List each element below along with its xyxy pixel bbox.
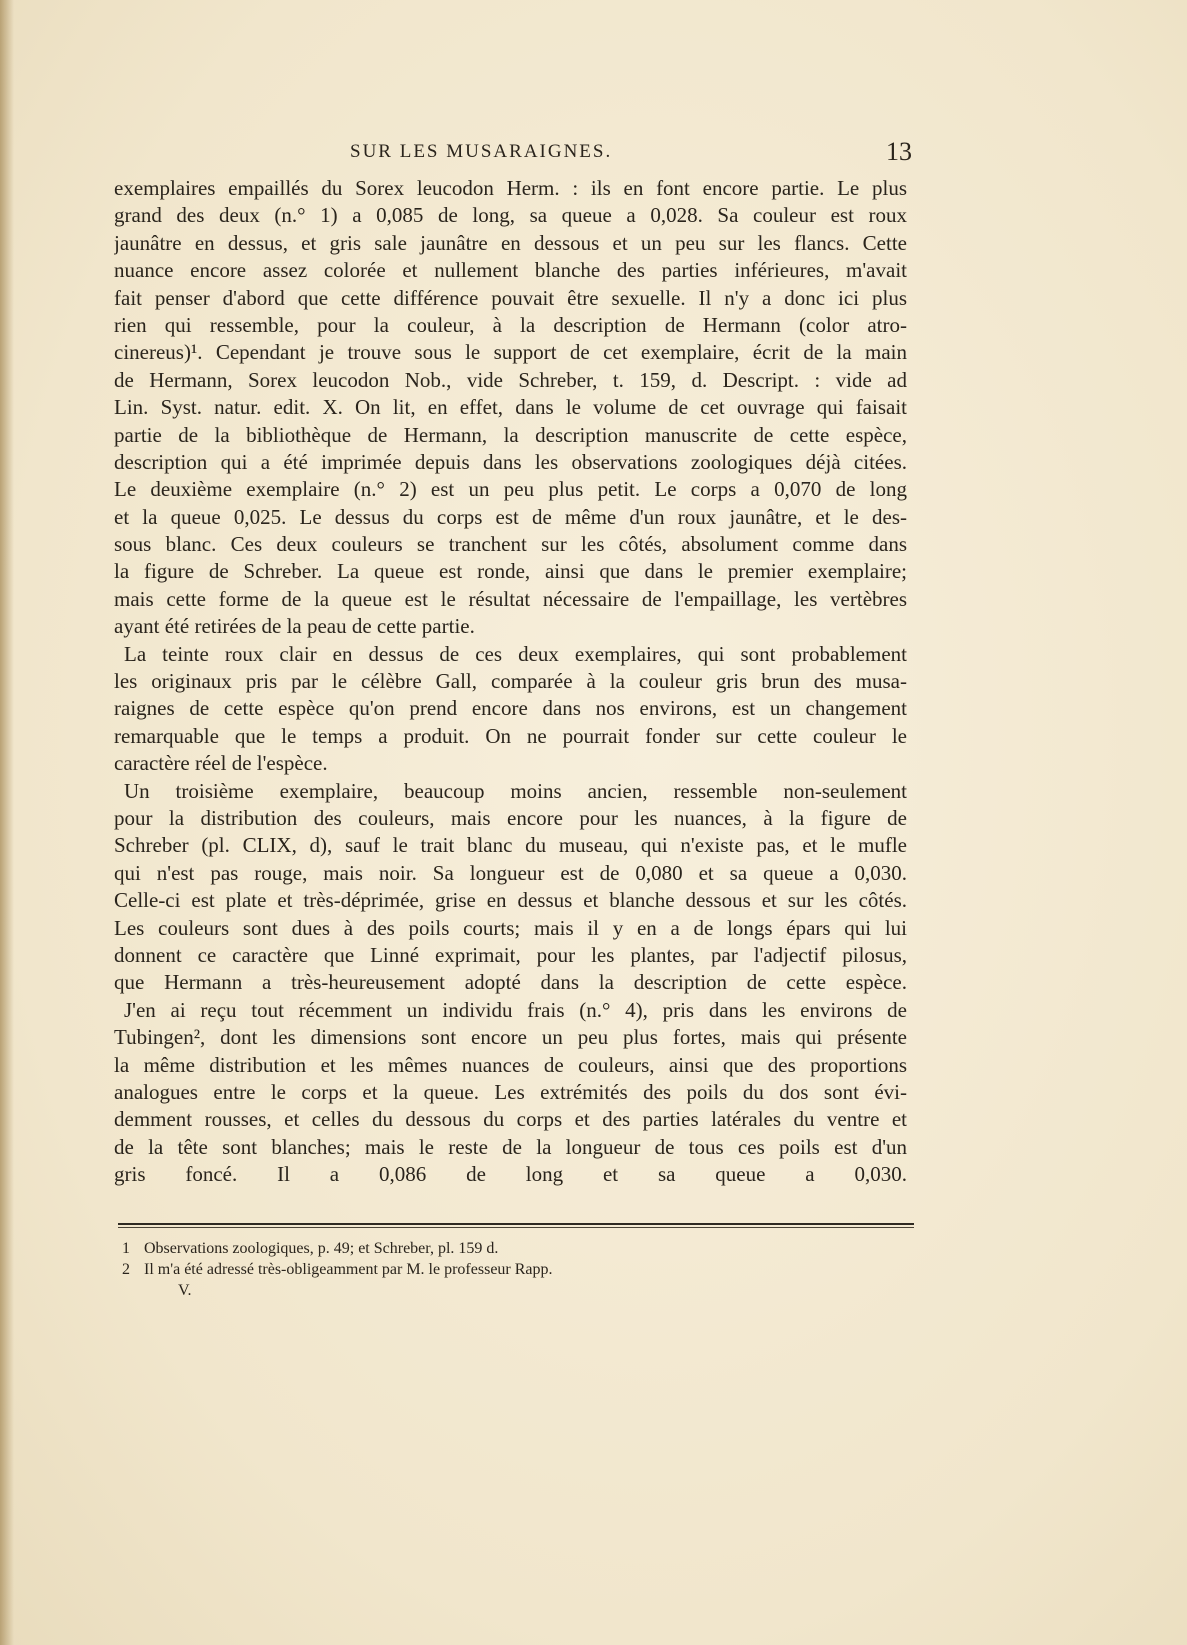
text-line: jaunâtre en dessus, et gris sale jaunâtre en dessous et un peu sur les flancs. Cette xyxy=(114,230,907,255)
text-line: pour la distribution des couleurs, mais encore pour les nuances, à la figure de xyxy=(114,805,907,830)
text-line: caractère réel de l'espèce. xyxy=(114,751,328,776)
text-line: sous blanc. Ces deux couleurs se tranchent sur les côtés, absolument comme dans xyxy=(114,532,907,557)
text-line: et la queue 0,025. Le dessus du corps est de même d'un roux jaunâtre, et le des- xyxy=(114,504,907,529)
text-line: gris foncé. Il a 0,086 de long et sa queue a 0,030. xyxy=(114,1162,907,1187)
text-line: remarquable que le temps a produit. On ne pourrait fonder sur cette couleur le xyxy=(114,723,907,748)
text-line: analogues entre le corps et la queue. Les extrémités des poils du dos sont évi- xyxy=(114,1079,907,1104)
footnote-rule xyxy=(118,1223,914,1225)
footnote-text: Observations zoologiques, p. 49; et Schreber, pl. 159 d. xyxy=(144,1240,499,1257)
page-edge-shadow xyxy=(0,0,14,1645)
text-line: Lin. Syst. natur. edit. X. On lit, en effet, dans le volume de cet ouvrage qui faisait xyxy=(114,395,907,420)
text-line: donnent ce caractère que Linné exprimait, pour les plantes, par l'adjectif pilosus, xyxy=(114,942,907,967)
text-line: Celle-ci est plate et très-déprimée, grise en dessus et blanche dessous et sur les côtés. xyxy=(114,888,907,913)
body-text xyxy=(114,175,907,1188)
text-line: la même distribution et les mêmes nuances de couleurs, ainsi que des proportions xyxy=(114,1052,907,1077)
text-line: nuance encore assez colorée et nullement blanche des parties inférieures, m'avait xyxy=(114,258,907,283)
footnote-text: Il m'a été adressé très-obligeamment par M. le professeur Rapp. xyxy=(144,1261,553,1278)
text-line: ayant été retirées de la peau de cette partie. xyxy=(114,614,475,639)
text-line: La teinte roux clair en dessus de ces deux exemplaires, qui sont probablement xyxy=(124,641,907,666)
footnote-1 xyxy=(122,1238,902,1259)
text-line: qui n'est pas rouge, mais noir. Sa longueur est de 0,080 et sa queue a 0,030. xyxy=(114,860,907,885)
text-line: description qui a été imprimée depuis dans les observations zoologiques déjà citées. xyxy=(114,449,907,474)
text-line: Le deuxième exemplaire (n.° 2) est un peu plus petit. Le corps a 0,070 de long xyxy=(114,477,907,502)
text-line: exemplaires empaillés du Sorex leucodon Herm. : ils en font encore partie. Le plus xyxy=(114,176,907,200)
footnote-2 xyxy=(122,1259,902,1280)
text-line: Tubingen², dont les dimensions sont encore un peu plus fortes, mais qui présente xyxy=(114,1025,907,1050)
text-line: grand des deux (n.° 1) a 0,085 de long, sa queue a 0,028. Sa couleur est roux xyxy=(114,203,907,228)
text-line: Schreber (pl. CLIX, d), sauf le trait blanc du museau, qui n'existe pas, et le mufle xyxy=(114,833,907,858)
text-line: de Hermann, Sorex leucodon Nob., vide Schreber, t. 159, d. Descript. : vide ad xyxy=(114,367,907,392)
text-line: les originaux pris par le célèbre Gall, comparée à la couleur gris brun des musa- xyxy=(114,669,907,694)
text-line: demment rousses, et celles du dessous du corps et des parties latérales du ventre et xyxy=(114,1107,907,1132)
text-line: la figure de Schreber. La queue est ronde, ainsi que dans le premier exemplaire; xyxy=(114,559,907,584)
footnote-number: 1 xyxy=(122,1240,130,1257)
footnote-rule-thin xyxy=(118,1227,914,1228)
text-line: Un troisième exemplaire, beaucoup moins ancien, ressemble non-seulement xyxy=(124,778,907,803)
text-line: J'en ai reçu tout récemment un individu frais (n.° 4), pris dans les environs de xyxy=(124,997,907,1022)
page-number: 13 xyxy=(886,137,912,166)
text-line: Les couleurs sont dues à des poils courts; mais il y en a de longs épars qui lui xyxy=(114,915,907,940)
running-head: SUR LES MUSARAIGNES. xyxy=(350,141,613,162)
text-line: cinereus)¹. Cependant je trouve sous le support de cet exemplaire, écrit de la main xyxy=(114,340,907,365)
page-header xyxy=(112,137,912,171)
text-line: fait penser d'abord que cette différence pouvait être sexuelle. Il n'y a donc ici plus xyxy=(114,285,907,310)
footnote-number: 2 xyxy=(122,1261,130,1278)
text-line: rien qui ressemble, pour la couleur, à la description de Hermann (color atro- xyxy=(114,312,907,337)
text-line: partie de la bibliothèque de Hermann, la description manuscrite de cette espèce, xyxy=(114,422,907,447)
text-line: que Hermann a très-heureusement adopté dans la description de cette espèce. xyxy=(114,970,907,995)
footnotes xyxy=(122,1238,902,1301)
text-line: de la tête sont blanches; mais le reste de la longueur de tous ces poils est d'un xyxy=(114,1134,907,1159)
footnote-signature: V. xyxy=(178,1282,192,1299)
text-line: mais cette forme de la queue est le résultat nécessaire de l'empaillage, les vertèbres xyxy=(114,586,907,611)
text-line: raignes de cette espèce qu'on prend encore dans nos environs, est un changement xyxy=(114,696,907,721)
